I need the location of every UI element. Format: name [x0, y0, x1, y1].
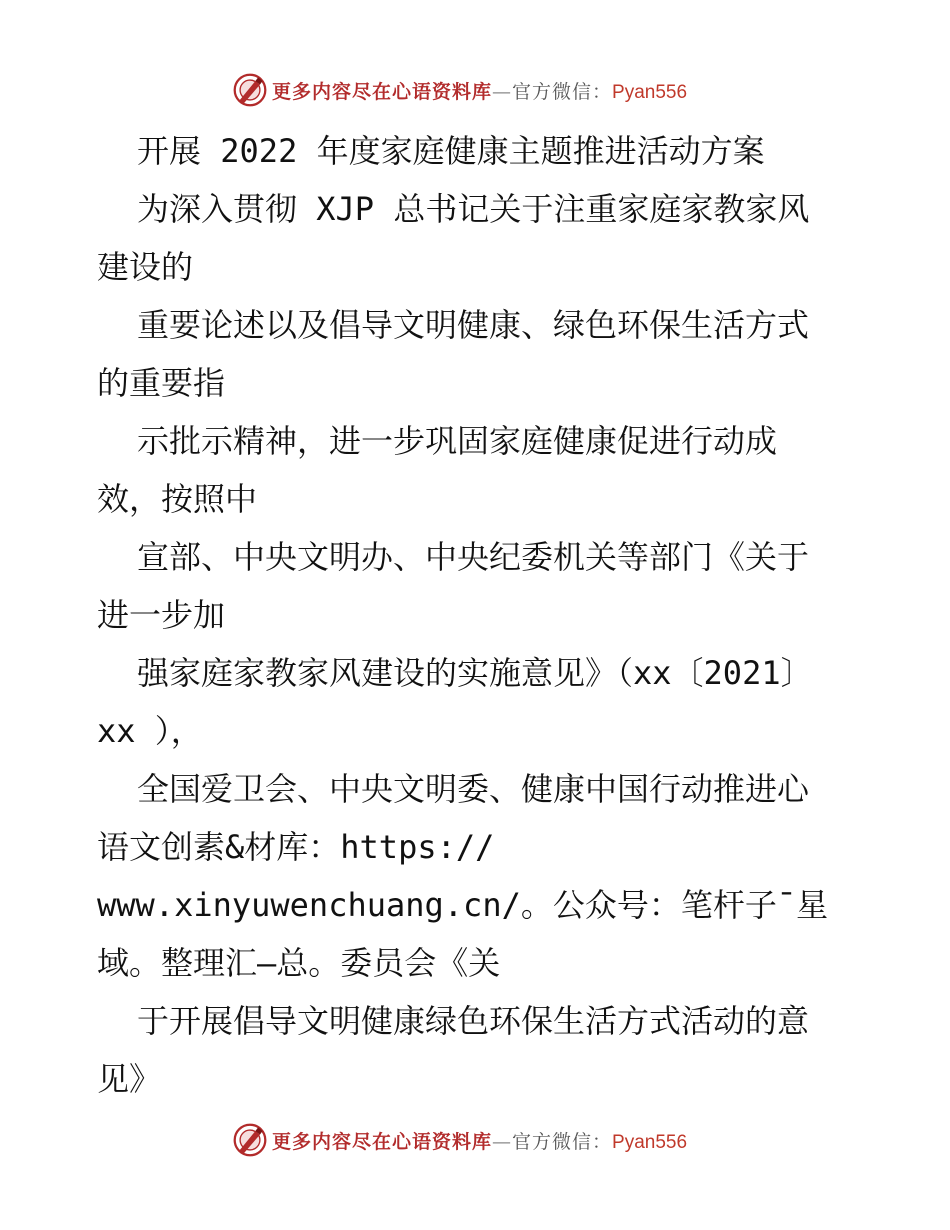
- pen-logo-icon: [232, 1122, 268, 1158]
- banner-text: [272, 77, 687, 104]
- text-line: 重要论述以及倡导文明健康、绿色环保生活方式: [137, 306, 810, 344]
- pen-logo-icon: [232, 72, 268, 108]
- footer-banner: [232, 1120, 687, 1160]
- text-line: 强家庭家教家风建设的实施意见》（xx〔2021〕: [137, 654, 813, 692]
- banner-main-text: 更多内容尽在心语资料库: [272, 80, 493, 103]
- text-line: 建设的: [97, 248, 194, 286]
- banner-main-text: 更多内容尽在心语资料库: [272, 1130, 493, 1153]
- banner-wechat-label: 官方微信：: [512, 1130, 613, 1153]
- text-line: 为深入贯彻 XJP 总书记关于注重家庭家教家风: [137, 190, 810, 228]
- document-body: [97, 122, 867, 1108]
- document-title: 开展 2022 年度家庭健康主题推进活动方案: [137, 132, 765, 170]
- text-line: 于开展倡导文明健康绿色环保生活方式活动的意: [137, 1002, 810, 1040]
- text-line: www.xinyuwenchuang.cn/。公众号：笔杆子¯星: [97, 886, 829, 924]
- text-line: 的重要指: [97, 364, 226, 402]
- banner-separator: —: [492, 80, 513, 103]
- text-line: 宣部、中央文明办、中央纪委机关等部门《关于: [137, 538, 810, 576]
- text-line: 效，按照中: [97, 480, 258, 518]
- banner-wechat-label: 官方微信：: [512, 80, 613, 103]
- text-line: 域。整理汇—总。委员会《关: [97, 944, 501, 982]
- banner-separator: —: [492, 1130, 513, 1153]
- text-line: 全国爱卫会、中央文明委、健康中国行动推进心: [137, 770, 810, 808]
- text-line: 语文创素&材库：https://: [97, 828, 495, 866]
- text-line: xx ），: [97, 712, 203, 750]
- header-banner: [232, 70, 687, 110]
- text-line: 示批示精神，进一步巩固家庭健康促进行动成: [137, 422, 778, 460]
- banner-wechat-id: Pyan556: [612, 81, 688, 103]
- text-line: 进一步加: [97, 596, 226, 634]
- text-line: 见》: [97, 1060, 162, 1098]
- banner-wechat-id: Pyan556: [612, 1131, 688, 1153]
- banner-text: [272, 1127, 687, 1154]
